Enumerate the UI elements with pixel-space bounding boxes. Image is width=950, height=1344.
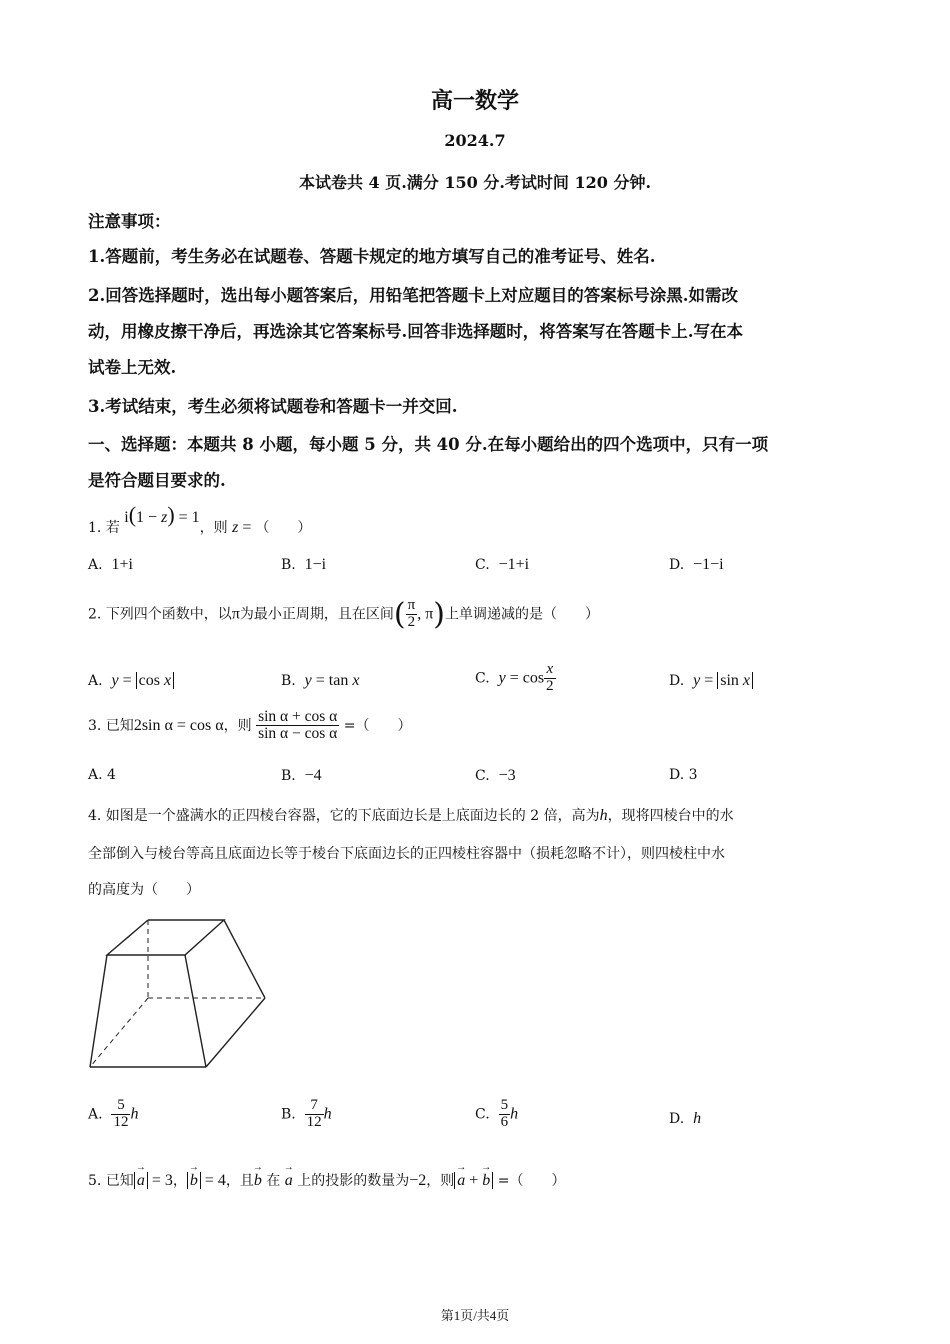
page-title: 高一数学 <box>430 88 519 114</box>
q1-option-b[interactable]: B. 1−i <box>281 556 327 573</box>
notes-item-2-line-1: 2.回答选择题时，选出每小题答案后，用铅笔把答题卡上对应题目的答案标号涂黑.如需改 <box>88 286 738 305</box>
q3-option-c[interactable]: C. −3 <box>475 767 516 784</box>
frustum-lateral-edge-right <box>224 920 265 998</box>
exam-info: 本试卷共 4 页.满分 150 分.考试时间 120 分钟. <box>298 173 652 192</box>
q3-option-d[interactable]: D. 3 <box>669 767 698 783</box>
question-4-line-2: 全部倒入与棱台等高且底面边长等于棱台下底面边长的正四棱柱容器中（损耗忽略不计），则四棱柱中水 <box>88 846 725 862</box>
q1-equation: i(1 − z) = 1 <box>124 502 200 527</box>
exam-date: 2024.7 <box>444 131 506 150</box>
notes-item-2-line-3: 试卷上无效. <box>88 358 177 377</box>
frustum-top-face <box>107 920 224 955</box>
section-1-line-2: 是符合题目要求的. <box>88 471 226 490</box>
notes-item-3: 3.考试结束，考生必须将试题卷和答题卡一并交回. <box>88 397 458 416</box>
q4-option-b[interactable]: B. $\frac{7}{12}$ h <box>281 1097 332 1130</box>
frustum-diagram <box>80 912 280 1072</box>
q3-option-a[interactable]: A. 4 <box>88 767 116 783</box>
page-footer: 第1页/共4页 <box>440 1308 510 1323</box>
frustum-lateral-edge-front <box>185 955 206 1067</box>
question-4-line-3: 的高度为（ ） <box>88 882 200 898</box>
question-2: 2. 下列四个函数中，以π为最小正周期，且在区间( $\frac{\pi}{2}$ , π)上单调递减的是（ ） <box>88 597 599 632</box>
q2-option-b[interactable]: B. y = tan x <box>281 672 360 689</box>
q1-option-a[interactable]: A. 1+i <box>88 556 133 573</box>
notes-item-2-line-2: 动，用橡皮擦干净后，再选涂其它答案标号.回答非选择题时，将答案写在答题卡上.写在本 <box>88 322 743 341</box>
question-3: 3. 已知2sin α = cos α，则 $\frac{\text{sin α + cos α}}{\text{sin α − cos α}}$ =（ ） <box>88 708 412 743</box>
frustum-bottom-right-edge <box>206 998 265 1067</box>
q2-option-a[interactable]: A. y = cos x <box>88 672 174 690</box>
question-1: 1. 若 i(1 − z) = 1，则 z = （ ） <box>88 502 312 536</box>
section-1-line-1: 一、选择题：本题共 8 小题，每小题 5 分，共 40 分.在每小题给出的四个选项中，只有一项 <box>88 435 769 454</box>
q2-option-c[interactable]: C. y = cos $\frac{x}{2}$ <box>475 661 554 694</box>
question-5: 5. 已知→ a = 3，→ b = 4，且→ b 在 → a 上的投影的数量为−2，则→ a + → b =（ ） <box>88 1170 565 1190</box>
q4-option-a[interactable]: A. $\frac{5}{12}$ h <box>88 1097 139 1130</box>
notes-item-1: 1.答题前，考生务必在试题卷、答题卡规定的地方填写自己的准考证号、姓名. <box>88 247 656 266</box>
notes-heading: 注意事项： <box>88 212 171 231</box>
q2-option-d[interactable]: D. y = sin x <box>669 672 753 690</box>
question-4-line-1: 4. 如图是一个盛满水的正四棱台容器，它的下底面边长是上底面边长的 2 倍，高为h，现将四棱台中的水 <box>88 807 734 824</box>
q3-option-b[interactable]: B. −4 <box>281 767 322 784</box>
q4-option-d[interactable]: D. h <box>669 1110 702 1127</box>
q1-option-c[interactable]: C. −1+i <box>475 556 530 573</box>
q4-option-c[interactable]: C. $\frac{5}{6}$ h <box>475 1097 519 1130</box>
q1-option-d[interactable]: D. −1−i <box>669 556 724 573</box>
